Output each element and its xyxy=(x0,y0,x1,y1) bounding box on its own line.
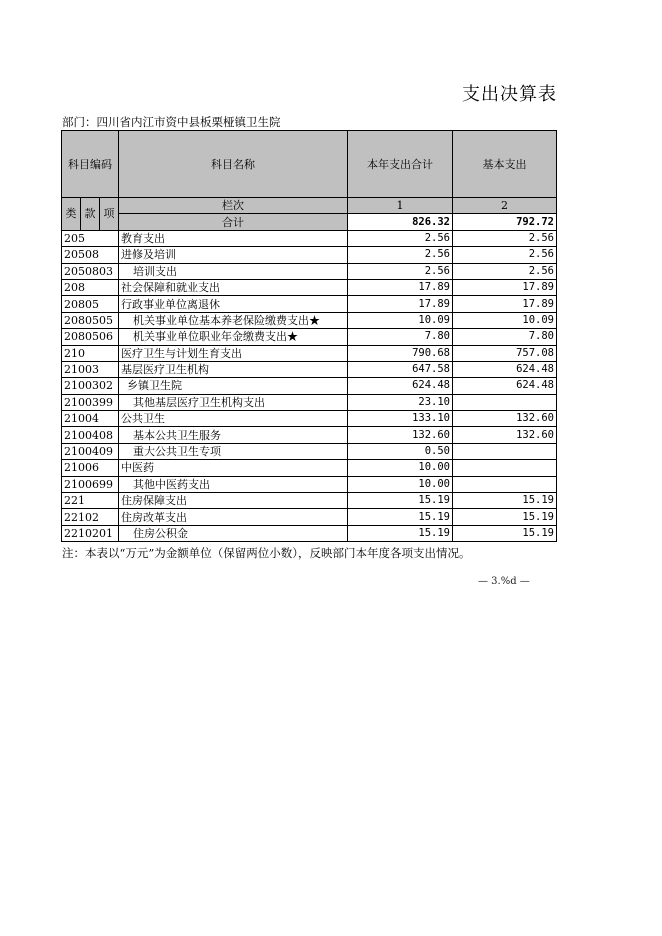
row-code: 2210201 xyxy=(62,525,119,541)
header-name: 科目名称 xyxy=(119,131,348,198)
row-total: 132.60 xyxy=(348,427,453,443)
page-number: — 3.%d — xyxy=(478,576,530,587)
row-name: 教育支出 xyxy=(119,230,348,246)
row-code: 221 xyxy=(62,493,119,509)
row-name: 社会保障和就业支出 xyxy=(119,279,348,295)
row-code: 2100399 xyxy=(62,394,119,410)
row-name: 进修及培训 xyxy=(119,247,348,263)
row-total: 624.48 xyxy=(348,378,453,394)
header-basic: 基本支出 xyxy=(453,131,557,198)
row-code: 210 xyxy=(62,345,119,361)
row-name: 其他中医药支出 xyxy=(119,476,348,492)
row-basic: 624.48 xyxy=(453,361,557,377)
row-basic: 15.19 xyxy=(453,509,557,525)
row-basic xyxy=(453,476,557,492)
row-basic: 10.09 xyxy=(453,312,557,328)
table-row xyxy=(62,476,557,492)
row-basic: 2.56 xyxy=(453,230,557,246)
row-basic: 2.56 xyxy=(453,247,557,263)
row-total: 7.80 xyxy=(348,329,453,345)
table-row xyxy=(62,263,557,279)
footnote: 注：本表以“万元”为金额单位（保留两位小数），反映部门本年度各项支出情况。 xyxy=(62,546,471,560)
row-total: 15.19 xyxy=(348,493,453,509)
table-row xyxy=(62,312,557,328)
row-total: 23.10 xyxy=(348,394,453,410)
row-basic: 2.56 xyxy=(453,263,557,279)
row-code: 21004 xyxy=(62,411,119,427)
header-row-2 xyxy=(62,198,557,214)
row-basic: 624.48 xyxy=(453,378,557,394)
department-label: 部门：四川省内江市资中县板栗桠镇卫生院 xyxy=(62,115,281,129)
row-name: 行政事业单位离退休 xyxy=(119,296,348,312)
row-total: 15.19 xyxy=(348,509,453,525)
header-kuan: 款 xyxy=(81,198,100,231)
header-total: 本年支出合计 xyxy=(348,131,453,198)
row-name: 其他基层医疗卫生机构支出 xyxy=(119,394,348,410)
table-row xyxy=(62,427,557,443)
row-code: 208 xyxy=(62,279,119,295)
row-basic: 132.60 xyxy=(453,427,557,443)
row-basic xyxy=(453,443,557,459)
row-name: 基层医疗卫生机构 xyxy=(119,361,348,377)
row-total: 133.10 xyxy=(348,411,453,427)
header-lanci: 栏次 xyxy=(119,198,348,214)
row-name: 住房保障支出 xyxy=(119,493,348,509)
row-total: 15.19 xyxy=(348,525,453,541)
row-code: 2100409 xyxy=(62,443,119,459)
row-total: 2.56 xyxy=(348,247,453,263)
row-code: 2050803 xyxy=(62,263,119,279)
table-row xyxy=(62,525,557,541)
table-row xyxy=(62,411,557,427)
table-row xyxy=(62,509,557,525)
table-row xyxy=(62,247,557,263)
table-row xyxy=(62,460,557,476)
table-row xyxy=(62,493,557,509)
table-row xyxy=(62,361,557,377)
table-row xyxy=(62,345,557,361)
row-name: 医疗卫生与计划生育支出 xyxy=(119,345,348,361)
table-row xyxy=(62,443,557,459)
row-total: 10.09 xyxy=(348,312,453,328)
row-code: 2080505 xyxy=(62,312,119,328)
row-code: 22102 xyxy=(62,509,119,525)
row-name: 机关事业单位基本养老保险缴费支出★ xyxy=(119,312,348,328)
table-row xyxy=(62,329,557,345)
row-code: 21003 xyxy=(62,361,119,377)
row-basic: 757.08 xyxy=(453,345,557,361)
table-row xyxy=(62,296,557,312)
row-basic: 17.89 xyxy=(453,279,557,295)
row-total: 10.00 xyxy=(348,460,453,476)
row-total: 17.89 xyxy=(348,279,453,295)
row-total: 647.58 xyxy=(348,361,453,377)
expenditure-table xyxy=(61,130,557,542)
row-code: 2100408 xyxy=(62,427,119,443)
row-name: 培训支出 xyxy=(119,263,348,279)
table-row xyxy=(62,378,557,394)
total-row xyxy=(62,214,557,230)
row-basic: 17.89 xyxy=(453,296,557,312)
table-row xyxy=(62,230,557,246)
row-basic xyxy=(453,460,557,476)
row-name: 机关事业单位职业年金缴费支出★ xyxy=(119,329,348,345)
row-name: 乡镇卫生院 xyxy=(119,378,348,394)
row-name: 中医药 xyxy=(119,460,348,476)
total-basic: 792.72 xyxy=(453,214,557,230)
row-code: 2100302 xyxy=(62,378,119,394)
row-code: 20508 xyxy=(62,247,119,263)
table-row xyxy=(62,279,557,295)
row-basic xyxy=(453,394,557,410)
total-label: 合计 xyxy=(119,214,348,230)
header-row-1 xyxy=(62,131,557,198)
row-name: 住房改革支出 xyxy=(119,509,348,525)
table-row xyxy=(62,394,557,410)
header-code: 科目编码 xyxy=(62,131,119,198)
row-total: 2.56 xyxy=(348,230,453,246)
header-lei: 类 xyxy=(62,198,81,231)
header-col1: 1 xyxy=(348,198,453,214)
row-basic: 15.19 xyxy=(453,525,557,541)
row-total: 2.56 xyxy=(348,263,453,279)
total-amount: 826.32 xyxy=(348,214,453,230)
row-name: 基本公共卫生服务 xyxy=(119,427,348,443)
row-code: 2100699 xyxy=(62,476,119,492)
row-name: 重大公共卫生专项 xyxy=(119,443,348,459)
page-title: 支出决算表 xyxy=(462,84,557,105)
row-total: 790.68 xyxy=(348,345,453,361)
row-basic: 132.60 xyxy=(453,411,557,427)
row-total: 10.00 xyxy=(348,476,453,492)
header-xiang: 项 xyxy=(100,198,119,231)
row-basic: 7.80 xyxy=(453,329,557,345)
row-name: 公共卫生 xyxy=(119,411,348,427)
row-code: 21006 xyxy=(62,460,119,476)
header-col2: 2 xyxy=(453,198,557,214)
row-code: 20805 xyxy=(62,296,119,312)
row-name: 住房公积金 xyxy=(119,525,348,541)
row-basic: 15.19 xyxy=(453,493,557,509)
row-total: 0.50 xyxy=(348,443,453,459)
row-code: 2080506 xyxy=(62,329,119,345)
row-total: 17.89 xyxy=(348,296,453,312)
row-code: 205 xyxy=(62,230,119,246)
